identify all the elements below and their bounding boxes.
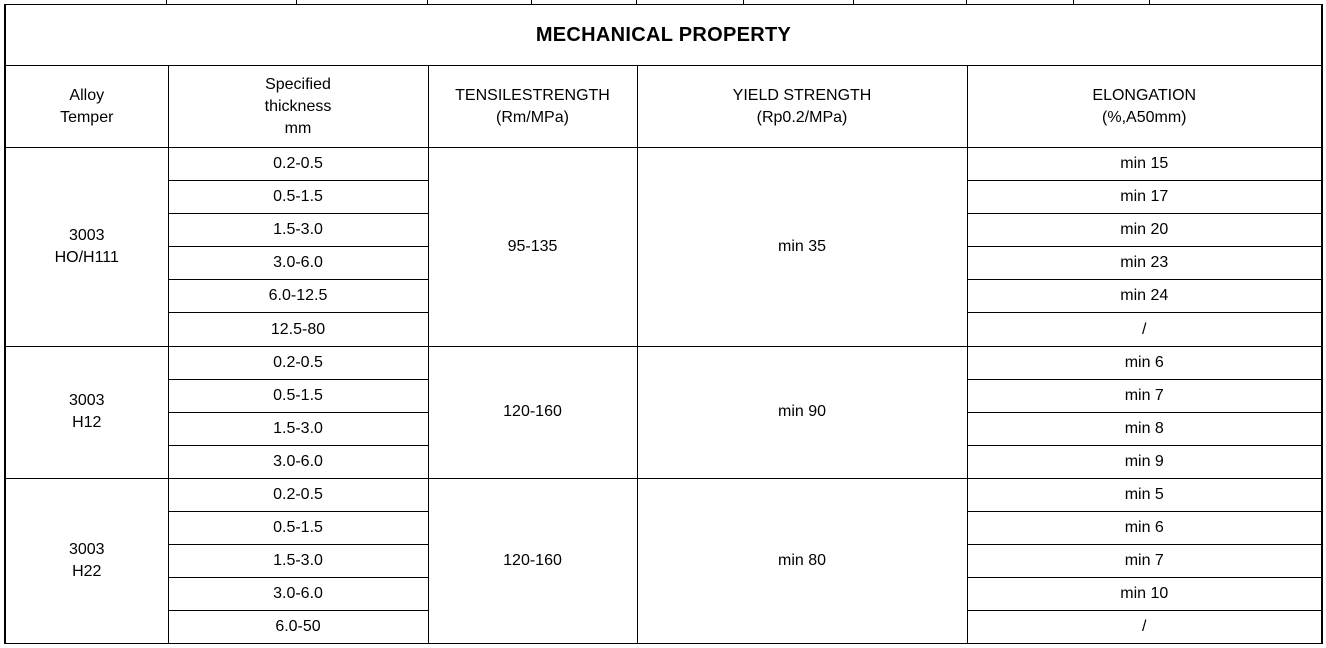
- yield-strength-cell: min 80: [637, 478, 967, 643]
- header-alloy-label: Alloy: [69, 86, 105, 104]
- table-row: [5, 478, 1322, 511]
- table-row: [5, 346, 1322, 379]
- elongation-cell: min 6: [967, 512, 1322, 545]
- elongation-cell: min 23: [967, 247, 1322, 280]
- tensile-strength-cell: 95-135: [428, 148, 637, 347]
- elongation-cell: min 20: [967, 214, 1322, 247]
- thickness-cell: 6.0-12.5: [168, 280, 428, 313]
- tensile-strength-cell: 120-160: [428, 478, 637, 643]
- elongation-cell: min 8: [967, 412, 1322, 445]
- elongation-cell: min 7: [967, 379, 1322, 412]
- header-row: [5, 66, 1322, 148]
- header-elongation: [967, 66, 1322, 148]
- header-thickness: [168, 66, 428, 148]
- thickness-cell: 0.5-1.5: [168, 379, 428, 412]
- header-elongation-unit: (%,A50mm): [1102, 108, 1187, 126]
- thickness-cell: 1.5-3.0: [168, 545, 428, 578]
- yield-strength-cell: min 35: [637, 148, 967, 347]
- elongation-cell: /: [967, 611, 1322, 644]
- temper-code: H12: [72, 414, 102, 432]
- header-thickness-line1: Specified: [265, 75, 331, 93]
- alloy-code: 3003: [68, 541, 105, 559]
- thickness-cell: 0.5-1.5: [168, 512, 428, 545]
- elongation-cell: min 6: [967, 346, 1322, 379]
- header-thickness-line2: thickness: [264, 97, 332, 115]
- thickness-cell: 0.2-0.5: [168, 346, 428, 379]
- tensile-strength-cell: 120-160: [428, 346, 637, 478]
- yield-strength-cell: min 90: [637, 346, 967, 478]
- temper-code: HO/H111: [54, 248, 119, 266]
- header-yield-unit: (Rp0.2/MPa): [756, 108, 848, 126]
- header-tensile-unit: (Rm/MPa): [496, 108, 569, 126]
- header-alloy-temper: [5, 66, 168, 148]
- thickness-cell: 3.0-6.0: [168, 578, 428, 611]
- table-title: MECHANICAL PROPERTY: [5, 5, 1322, 66]
- mechanical-property-table: [4, 4, 1323, 644]
- header-tensile: [428, 66, 637, 148]
- thickness-cell: 0.2-0.5: [168, 148, 428, 181]
- elongation-cell: min 7: [967, 545, 1322, 578]
- thickness-cell: 3.0-6.0: [168, 247, 428, 280]
- header-thickness-unit: mm: [284, 119, 312, 137]
- alloy-code: 3003: [68, 226, 105, 244]
- header-yield-label: YIELD STRENGTH: [732, 86, 872, 104]
- elongation-cell: min 10: [967, 578, 1322, 611]
- header-temper-label: Temper: [60, 108, 114, 126]
- thickness-cell: 3.0-6.0: [168, 445, 428, 478]
- thickness-cell: 6.0-50: [168, 611, 428, 644]
- alloy-temper-cell: [5, 478, 168, 643]
- alloy-temper-cell: [5, 346, 168, 478]
- elongation-cell: /: [967, 313, 1322, 346]
- thickness-cell: 1.5-3.0: [168, 412, 428, 445]
- elongation-cell: min 9: [967, 445, 1322, 478]
- thickness-cell: 0.2-0.5: [168, 478, 428, 511]
- title-row: [5, 5, 1322, 66]
- elongation-cell: min 5: [967, 478, 1322, 511]
- alloy-code: 3003: [68, 392, 105, 410]
- thickness-cell: 1.5-3.0: [168, 214, 428, 247]
- header-tensile-label: TENSILESTRENGTH: [455, 86, 610, 104]
- header-elongation-label: ELONGATION: [1092, 86, 1197, 104]
- elongation-cell: min 17: [967, 181, 1322, 214]
- temper-code: H22: [72, 563, 102, 581]
- elongation-cell: min 24: [967, 280, 1322, 313]
- thickness-cell: 12.5-80: [168, 313, 428, 346]
- elongation-cell: min 15: [967, 148, 1322, 181]
- thickness-cell: 0.5-1.5: [168, 181, 428, 214]
- alloy-temper-cell: [5, 148, 168, 347]
- header-yield: [637, 66, 967, 148]
- table-row: [5, 148, 1322, 181]
